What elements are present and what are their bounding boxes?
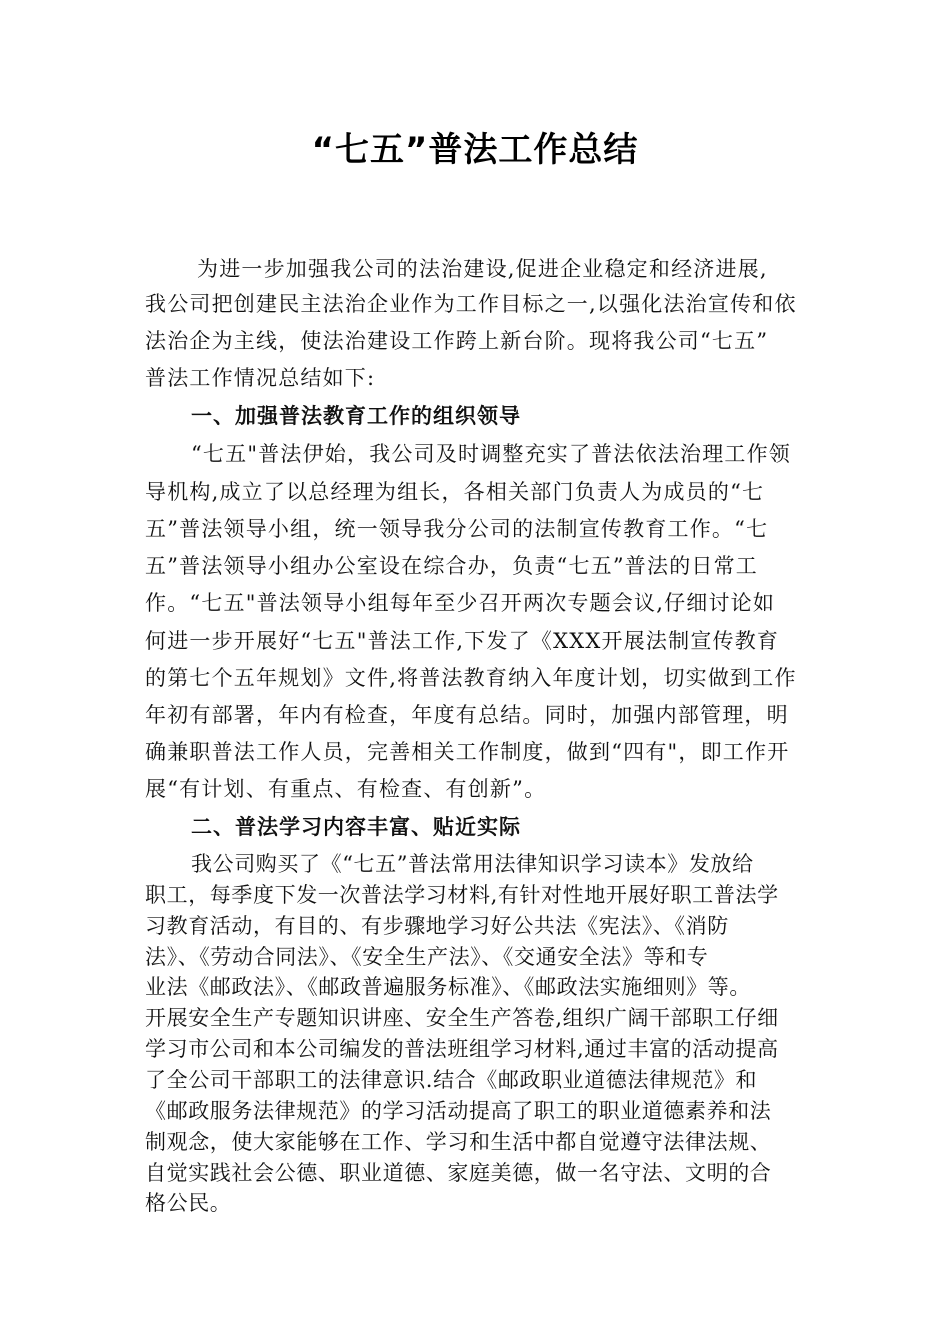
document-title: “七五”普法工作总结 bbox=[311, 130, 639, 170]
paragraph-line: 展“有计划、有重点、有检查、有创新”。 bbox=[145, 777, 547, 801]
paragraph-line: 自觉实践社会公德、职业道德、家庭美德，做一名守法、文明的合 bbox=[145, 1161, 772, 1185]
paragraph-line: 了全公司干部职工的法律意识.结合《邮政职业道德法律规范》和 bbox=[145, 1068, 758, 1092]
paragraph-line: 导机构,成立了以总经理为组长，各相关部门负责人为成员的“七 bbox=[145, 480, 765, 504]
paragraph-line: 确兼职普法工作人员，完善相关工作制度，做到“四有"，即工作开 bbox=[145, 740, 790, 764]
paragraph-line: 业法《邮政法》、《邮政普遍服务标准》、《邮政法实施细则》等。 bbox=[145, 975, 751, 999]
section-heading: 一、加强普法教育工作的组织领导 bbox=[191, 404, 521, 428]
paragraph-line: 学习市公司和本公司编发的普法班组学习材料,通过丰富的活动提高 bbox=[145, 1037, 779, 1061]
paragraph-line: 制观念，使大家能够在工作、学习和生活中都自觉遵守法律法规、 bbox=[145, 1130, 772, 1154]
paragraph-line: 的第七个五年规划》文件,将普法教育纳入年度计划，切实做到工作 bbox=[145, 666, 797, 690]
paragraph-line: 习教育活动，有目的、有步骤地学习好公共法《宪法》、《消防 bbox=[145, 914, 729, 938]
paragraph-line: 开展安全生产专题知识讲座、安全生产答卷,组织广阔干部职工仔细 bbox=[145, 1006, 779, 1030]
paragraph-line: 五”普法领导小组办公室设在综合办，负责“七五”普法的日常工 bbox=[145, 554, 759, 578]
paragraph-line: 普法工作情况总结如下: bbox=[145, 366, 376, 390]
paragraph-line: 五”普法领导小组，统一领导我分公司的法制宣传教育工作。“七 bbox=[145, 517, 769, 541]
paragraph-line: 作。“七五"普法领导小组每年至少召开两次专题会议,仔细讨论如 bbox=[145, 591, 776, 615]
paragraph-line: 何进一步开展好“七五"普法工作,下发了《XXX开展法制宣传教育 bbox=[145, 629, 780, 653]
section-heading: 二、普法学习内容丰富、贴近实际 bbox=[191, 815, 521, 839]
paragraph-line: 职工，每季度下发一次普法学习材料,有针对性地开展好职工普法学 bbox=[145, 883, 779, 907]
paragraph-line: “七五"普法伊始，我公司及时调整充实了普法依法治理工作领 bbox=[191, 442, 791, 466]
paragraph-line: 我公司购买了《“七五”普法常用法律知识学习读本》发放给 bbox=[191, 852, 754, 876]
paragraph-line: 为进一步加强我公司的法治建设,促进企业稳定和经济进展, bbox=[197, 257, 768, 281]
paragraph-line: 格公民。 bbox=[145, 1191, 232, 1215]
paragraph-line: 我公司把创建民主法治企业作为工作目标之一,以强化法治宣传和依 bbox=[145, 292, 797, 316]
paragraph-line: 法》、《劳动合同法》、《安全生产法》、《交通安全法》等和专 bbox=[145, 945, 709, 969]
paragraph-line: 《邮政服务法律规范》的学习活动提高了职工的职业道德素养和法 bbox=[145, 1099, 772, 1123]
paragraph-line: 年初有部署，年内有检查，年度有总结。同时，加强内部管理，明 bbox=[145, 703, 789, 727]
paragraph-line: 法治企为主线，使法治建设工作跨上新台阶。现将我公司“七五” bbox=[145, 329, 769, 353]
